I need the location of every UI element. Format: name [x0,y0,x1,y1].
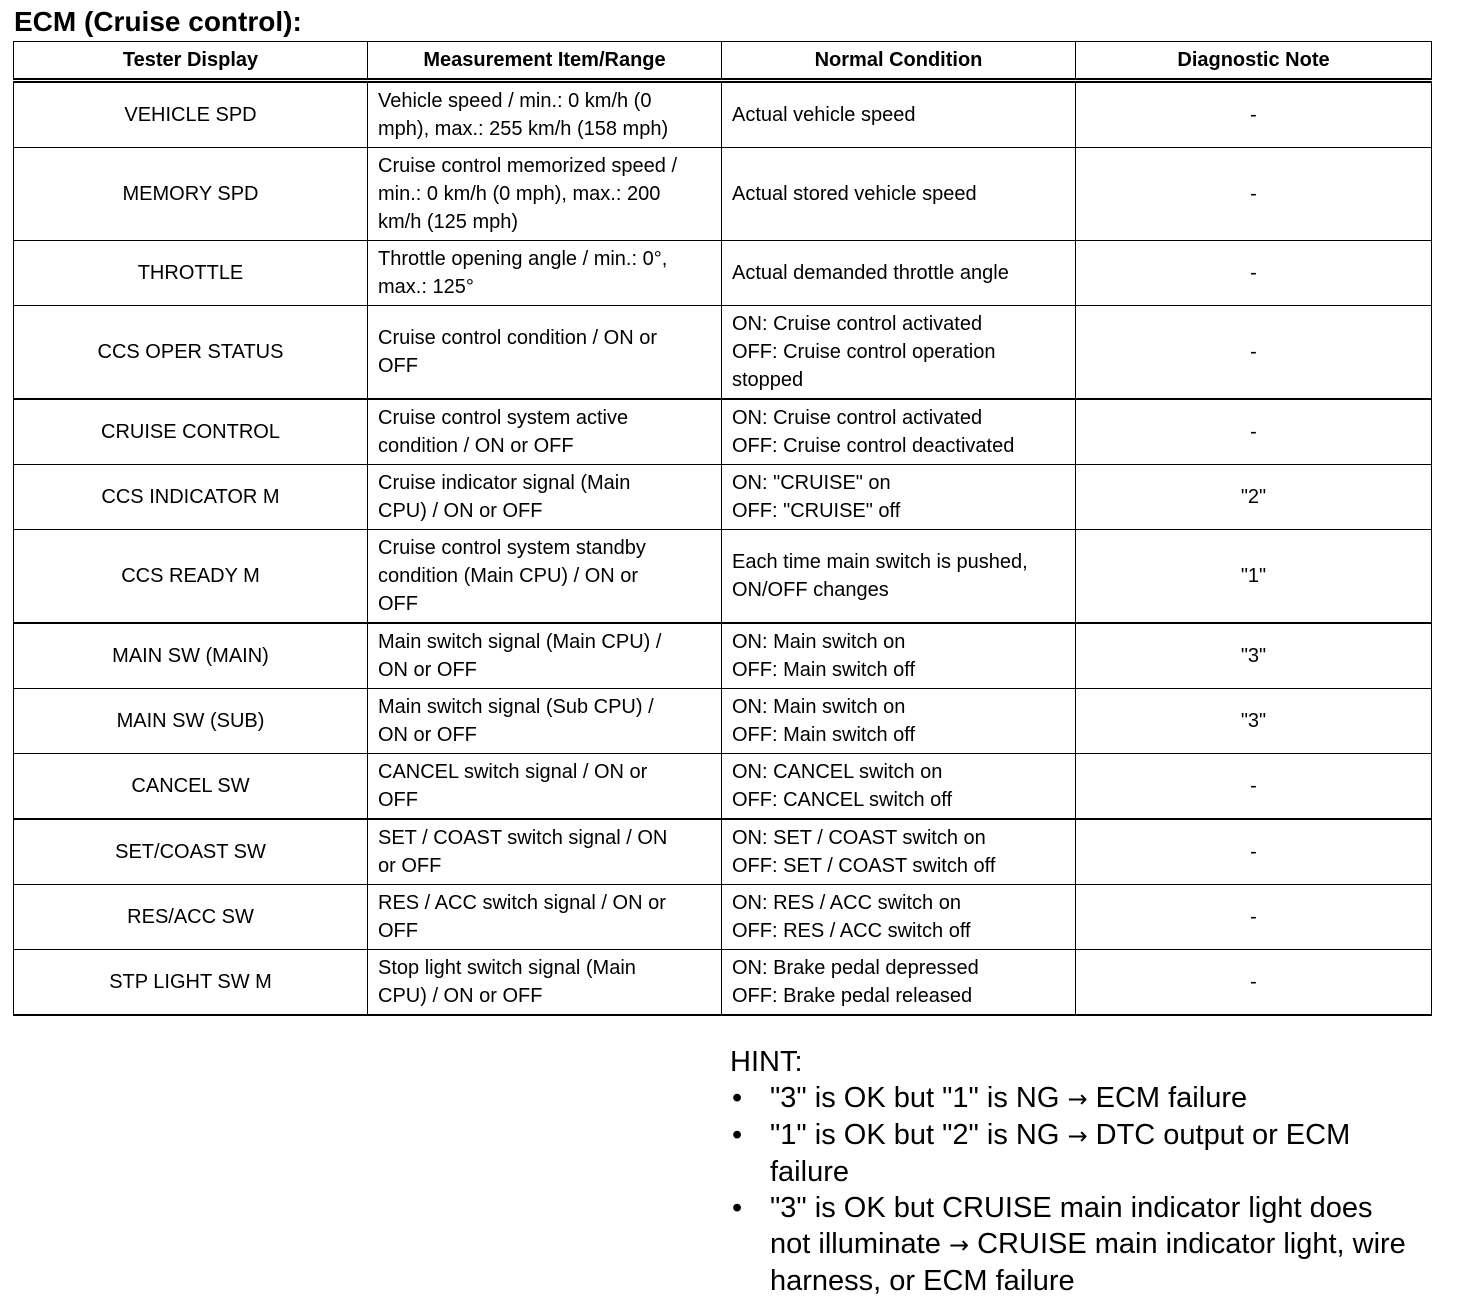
normal-condition-cell: ON: Brake pedal depressed OFF: Brake pedal released [722,950,1076,1016]
diagnostic-note-cell: - [1076,950,1432,1016]
measurement-item-cell: Cruise control memorized speed / min.: 0 km/h (0 mph), max.: 200 km/h (125 mph) [368,148,722,241]
tester-display-cell: RES/ACC SW [14,885,368,950]
header-tester-display: Tester Display [14,42,368,81]
header-diagnostic-note: Diagnostic Note [1076,42,1432,81]
measurement-item-cell: Throttle opening angle / min.: 0°, max.: 125° [368,241,722,306]
tester-display-cell: CCS READY M [14,530,368,624]
normal-condition-cell: Each time main switch is pushed, ON/OFF changes [722,530,1076,624]
tester-display-cell: MEMORY SPD [14,148,368,241]
measurement-item-cell: Vehicle speed / min.: 0 km/h (0 mph), max.: 255 km/h (158 mph) [368,81,722,148]
tester-display-cell: MAIN SW (MAIN) [14,623,368,689]
normal-condition-cell: ON: CANCEL switch on OFF: CANCEL switch off [722,754,1076,820]
diagnostic-note-cell: - [1076,241,1432,306]
tester-display-cell: CCS OPER STATUS [14,306,368,400]
tester-display-cell: SET/COAST SW [14,819,368,885]
measurement-item-cell: SET / COAST switch signal / ON or OFF [368,819,722,885]
tester-display-cell: MAIN SW (SUB) [14,689,368,754]
diagnostic-note-cell: - [1076,148,1432,241]
table-row [14,465,1432,530]
diagnostic-note-cell: "1" [1076,530,1432,624]
tester-display-cell: VEHICLE SPD [14,81,368,148]
measurement-item-cell: Main switch signal (Sub CPU) / ON or OFF [368,689,722,754]
normal-condition-cell: Actual demanded throttle angle [722,241,1076,306]
header-measurement-item: Measurement Item/Range [368,42,722,81]
bullet-icon: • [732,1082,743,1114]
hint-title: HINT: [730,1046,803,1078]
diagnostic-note-cell: - [1076,885,1432,950]
arrow-right-icon: → [1067,1122,1088,1150]
hint-list [730,1080,1420,1299]
diagnostic-note-cell: "3" [1076,689,1432,754]
diagnostic-note-cell: - [1076,819,1432,885]
diagnostic-note-cell: "3" [1076,623,1432,689]
table-row [14,623,1432,689]
table-row [14,950,1432,1016]
measurement-item-cell: Stop light switch signal (Main CPU) / ON or OFF [368,950,722,1016]
normal-condition-cell: ON: Cruise control activated OFF: Cruise control deactivated [722,399,1076,465]
normal-condition-cell: Actual stored vehicle speed [722,148,1076,241]
normal-condition-cell: ON: Cruise control activated OFF: Cruise control operation stopped [722,306,1076,400]
table-row [14,530,1432,624]
normal-condition-cell: ON: Main switch on OFF: Main switch off [722,623,1076,689]
measurement-item-cell: Cruise indicator signal (Main CPU) / ON or OFF [368,465,722,530]
table-row [14,81,1432,148]
tester-display-cell: CCS INDICATOR M [14,465,368,530]
ecm-data-table [13,41,1432,1016]
diagnostic-note-cell: - [1076,754,1432,820]
hint-item: • "1" is OK but "2" is NG → DTC output or ECM failure [732,1119,1351,1188]
tester-display-cell: CANCEL SW [14,754,368,820]
table-row [14,754,1432,820]
normal-condition-cell: ON: Main switch on OFF: Main switch off [722,689,1076,754]
measurement-item-cell: RES / ACC switch signal / ON or OFF [368,885,722,950]
normal-condition-cell: ON: RES / ACC switch on OFF: RES / ACC switch off [722,885,1076,950]
diagnostic-note-cell: "2" [1076,465,1432,530]
measurement-item-cell: Cruise control condition / ON or OFF [368,306,722,400]
table-row [14,819,1432,885]
tester-display-cell: STP LIGHT SW M [14,950,368,1016]
table-row [14,241,1432,306]
diagnostic-note-cell: - [1076,81,1432,148]
header-normal-condition: Normal Condition [722,42,1076,81]
table-row [14,148,1432,241]
tester-display-cell: CRUISE CONTROL [14,399,368,465]
hint-block [730,1044,1420,1299]
hint-item: • "3" is OK but CRUISE main indicator light does not illuminate → CRUISE main indicator light, wire harness, or ECM failure [732,1192,1406,1297]
arrow-right-icon: → [948,1231,970,1259]
bullet-icon: • [732,1119,743,1151]
table-header-row [14,42,1432,81]
table-row [14,885,1432,950]
bullet-icon: • [732,1192,743,1224]
diagnostic-note-cell: - [1076,306,1432,400]
measurement-item-cell: Cruise control system standby condition (Main CPU) / ON or OFF [368,530,722,624]
arrow-right-icon: → [1067,1085,1088,1113]
tester-display-cell: THROTTLE [14,241,368,306]
diagnostic-note-cell: - [1076,399,1432,465]
normal-condition-cell: ON: "CRUISE" on OFF: "CRUISE" off [722,465,1076,530]
page-title: ECM (Cruise control): [14,6,302,37]
measurement-item-cell: Cruise control system active condition / ON or OFF [368,399,722,465]
table-row [14,689,1432,754]
table-row [14,399,1432,465]
measurement-item-cell: Main switch signal (Main CPU) / ON or OFF [368,623,722,689]
measurement-item-cell: CANCEL switch signal / ON or OFF [368,754,722,820]
hint-item: • "3" is OK but "1" is NG → ECM failure [732,1082,1248,1114]
normal-condition-cell: Actual vehicle speed [722,81,1076,148]
table-row [14,306,1432,400]
normal-condition-cell: ON: SET / COAST switch on OFF: SET / COAST switch off [722,819,1076,885]
